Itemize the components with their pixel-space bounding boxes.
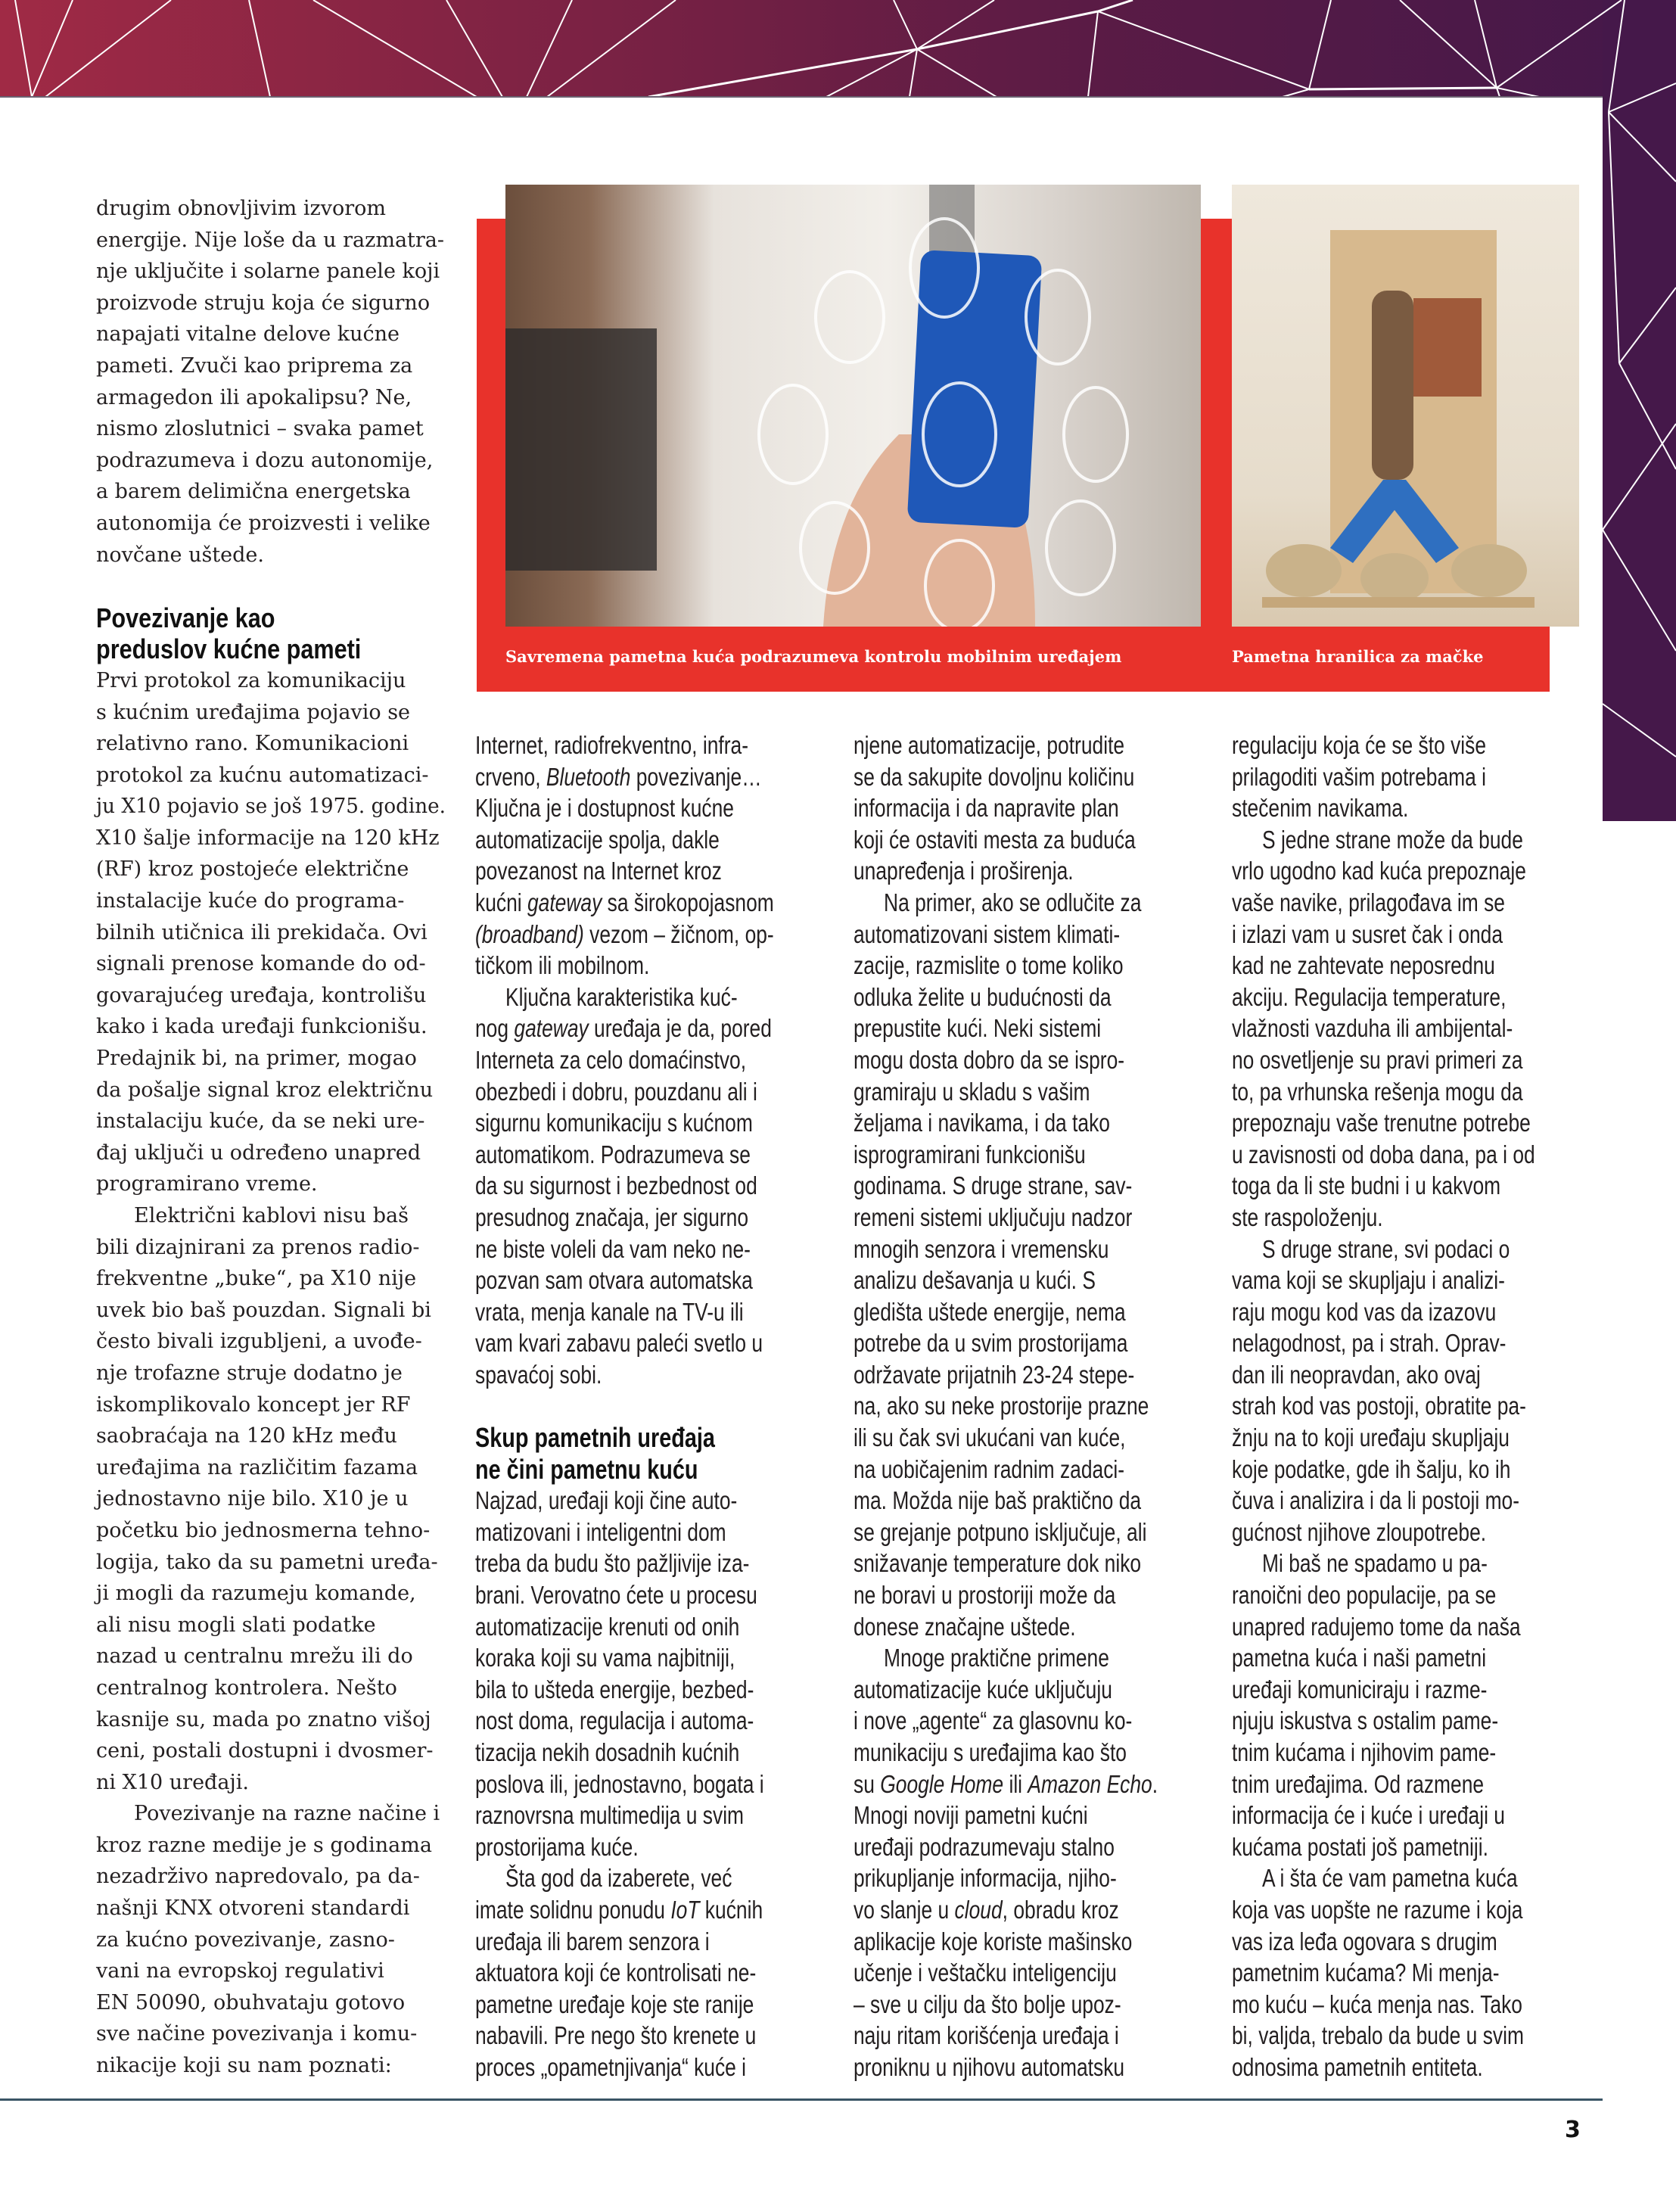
paragraph-line: često bivali izgubljeni, a uvođe- — [96, 1330, 422, 1354]
page-number: 3 — [1565, 2117, 1581, 2143]
paragraph-line: vama koji se skupljaju i analizi- — [1232, 1266, 1505, 1295]
paragraph-line: imate solidnu ponudu IoT kućnih — [475, 1895, 763, 1924]
paragraph-line: raju mogu kod vas da izazovu — [1232, 1297, 1497, 1326]
paragraph-line: kad ne zahtevate neposrednu — [1232, 951, 1495, 980]
paragraph-line: donese značajne uštede. — [854, 1612, 1076, 1641]
paragraph-line: centralnog kontrolera. Nešto — [96, 1675, 397, 1700]
paragraph-line: ili su čak svi ukućani van kuće, — [854, 1423, 1126, 1452]
paragraph-line: koji će ostaviti mesta za buduća — [854, 825, 1136, 854]
paragraph-line: gledišta uštede energije, nema — [854, 1297, 1126, 1326]
paragraph-line: nost doma, regulacija i automa- — [475, 1706, 754, 1735]
paragraph-line: aktuatora koji će kontrolisati ne- — [475, 1958, 757, 1987]
paragraph-line: odnosima pametnih entiteta. — [1232, 2052, 1483, 2081]
paragraph-line: gućnost njihove zloupotrebe. — [1232, 1517, 1487, 1546]
paragraph-line: mnogih senzora i vremensku — [854, 1234, 1109, 1263]
paragraph-line: automatikom. Podrazumeva se — [475, 1140, 751, 1168]
paragraph-line: proces „opametnjivanja“ kuće i — [475, 2052, 747, 2081]
paragraph-line: Šta god da izaberete, već — [505, 1864, 732, 1893]
photo2-caption: Pametna hranilica za mačke — [1232, 647, 1484, 666]
paragraph-line: nikacije koji su nam poznati: — [96, 2054, 392, 2078]
paragraph-line: se da sakupite dovoljnu količinu — [854, 762, 1135, 791]
paragraph-line: programirano vreme. — [96, 1172, 318, 1196]
italic-term: gateway — [514, 1014, 589, 1043]
paragraph-line: presudnog značaja, jer sigurno — [475, 1202, 749, 1231]
paragraph-line: autonomija će proizvesti i velike — [96, 511, 431, 535]
paragraph-line: protokol za kućnu automatizaci- — [96, 763, 429, 787]
paragraph-line: godinama. S druge strane, sav- — [854, 1171, 1133, 1200]
paragraph-line: frekventne „buke“, pa X10 nije — [96, 1267, 417, 1291]
paragraph-line: to, pa vrhunska rešenja mogu da — [1232, 1077, 1523, 1106]
paragraph-line: sigurnu komunikaciju s kućnom — [475, 1109, 753, 1137]
italic-term: Bluetooth — [546, 762, 631, 791]
paragraph-line: u zavisnosti od doba dana, pa i od — [1232, 1140, 1535, 1168]
paragraph-line: čuva i analizira i da li postoji mo- — [1232, 1486, 1520, 1515]
paragraph-line: pozvan sam otvara automatska — [475, 1266, 753, 1295]
paragraph-line: željama i navikama, i da tako — [854, 1109, 1110, 1137]
paragraph-line: pametnim kućama? Mi menja- — [1232, 1958, 1500, 1987]
paragraph-line: automatizacije krenuti od onih — [475, 1612, 740, 1641]
paragraph-line: tičkom ili mobilnom. — [475, 951, 650, 980]
paragraph-line: vaše navike, prilagođava im se — [1232, 888, 1505, 916]
paragraph-line: no osvetljenje su pravi primeri za — [1232, 1045, 1523, 1074]
paragraph-line: Ključna karakteristika kuć- — [505, 982, 738, 1011]
paragraph-line: nje uključite i solarne panele koji — [96, 260, 440, 284]
paragraph-line: vam kvari zabavu paleći svetlo u — [475, 1329, 763, 1358]
paragraph-line: da pošalje signal kroz električnu — [96, 1078, 434, 1102]
paragraph-line: Predajnik bi, na primer, mogao — [96, 1047, 417, 1071]
paragraph-line: toga da li ste budni i u kakvom — [1232, 1171, 1501, 1200]
paragraph-line: nabavili. Pre nego što krenete u — [475, 2021, 757, 2050]
paragraph-line: ni X10 uređaji. — [96, 1770, 250, 1794]
paragraph-line: instalaciju kuće, da se neki ure- — [96, 1109, 425, 1134]
paragraph-line: bila to ušteda energije, bezbed- — [475, 1675, 754, 1703]
paragraph-line: relativno rano. Komunikacioni — [96, 732, 409, 756]
blank-line — [96, 571, 452, 602]
paragraph-line: automatizovani sistem klimati- — [854, 919, 1121, 948]
paragraph-line: instalacije kuće do programa- — [96, 889, 405, 913]
paragraph-line: obezbedi i dobru, pouzdanu ali i — [475, 1077, 757, 1106]
article-column-3 — [854, 730, 1209, 2083]
paragraph-line: nezadrživo napredovalo, pa da- — [96, 1865, 420, 1889]
paragraph-line: – sve u cilju da što bolje upoz- — [854, 1990, 1121, 2018]
paragraph-line: aplikacije koje koriste mašinsko — [854, 1927, 1133, 1955]
paragraph-line: Najzad, uređaji koji čine auto- — [475, 1486, 738, 1515]
blank-line — [475, 1390, 831, 1422]
paragraph-line: uvek bio baš pouzdan. Signali bi — [96, 1298, 431, 1322]
smart-home-phone-photo — [505, 185, 1201, 627]
paragraph-line: za kućno povezivanje, zasno- — [96, 1927, 395, 1952]
paragraph-line: snižavanje temperature dok niko — [854, 1549, 1142, 1578]
paragraph-line: uređajima na različitim fazama — [96, 1455, 418, 1479]
section-heading-line: Skup pametnih uređaja — [475, 1422, 715, 1454]
paragraph-line: mogu dosta dobro da se ispro- — [854, 1045, 1125, 1074]
paragraph-line: proizvode struju koja će sigurno — [96, 291, 431, 315]
paragraph-line: Prvi protokol za komunikaciju — [96, 668, 406, 692]
paragraph-line: munikaciju s uređajima kao što — [854, 1738, 1127, 1766]
cat-feeder-photo — [1232, 185, 1579, 627]
paragraph-line: ne biste voleli da vam neko ne- — [475, 1234, 751, 1263]
paragraph-line: pametne uređaje koje ste ranije — [475, 1990, 754, 2018]
paragraph-line: ceni, postali dostupni i dvosmer- — [96, 1739, 434, 1763]
paragraph-line: njene automatizacije, potrudite — [854, 731, 1125, 759]
article-column-4 — [1232, 730, 1587, 2083]
paragraph-line: (broadband) vezom – žičnom, op- — [475, 919, 774, 948]
paragraph-line: bi, valjda, trebalo da bude u svim — [1232, 2021, 1524, 2050]
paragraph-line: iskomplikovalo koncept jer RF — [96, 1392, 411, 1417]
italic-term: IoT — [670, 1895, 700, 1924]
paragraph-line: odluka želite u budućnosti da — [854, 982, 1112, 1011]
paragraph-line: uređaja ili barem senzora i — [475, 1927, 710, 1955]
paragraph-line: ranoični deo populacije, pa se — [1232, 1581, 1497, 1610]
paragraph-line: nismo zloslutnici – svaka pamet — [96, 417, 424, 441]
paragraph-line: tnim kućama i njihovim pame- — [1232, 1738, 1497, 1766]
paragraph-line: njuju iskustva s ostalim pame- — [1232, 1706, 1499, 1735]
paragraph-line: se grejanje potpuno isključuje, ali — [854, 1517, 1147, 1546]
paragraph-line: logija, tako da su pametni uređa- — [96, 1550, 438, 1574]
paragraph-line: informacija i da napravite plan — [854, 794, 1119, 823]
paragraph-line: isprogramirani funkcionišu — [854, 1140, 1086, 1168]
paragraph-line: bili dizajnirani za prenos radio- — [96, 1235, 420, 1259]
paragraph-line: ju X10 pojavio se još 1975. godine. — [96, 795, 446, 819]
paragraph-line: automatizacije kuće uključuju — [854, 1675, 1112, 1703]
paragraph-line: EN 50090, obuhvataju gotovo — [96, 1990, 406, 2014]
paragraph-line: koja vas uopšte ne razume i koja — [1232, 1895, 1523, 1924]
paragraph-line: podrazumeva i dozu autonomije, — [96, 448, 434, 472]
paragraph-line: ne boravi u prostoriji može da — [854, 1581, 1116, 1610]
paragraph-line: tnim uređajima. Od razmene — [1232, 1769, 1485, 1798]
paragraph-line: prostorijama kuće. — [475, 1832, 639, 1861]
section-heading-line: Povezivanje kao — [96, 602, 275, 633]
paragraph-line: brani. Verovatno ćete u procesu — [475, 1581, 757, 1610]
paragraph-line: Na primer, ako se odlučite za — [884, 888, 1142, 916]
paragraph-line: spavaćoj sobi. — [475, 1360, 602, 1389]
article-column-2 — [475, 730, 831, 2083]
paragraph-line: stečenim navikama. — [1232, 794, 1409, 823]
paragraph-line: Ključna je i dostupnost kućne — [475, 794, 734, 823]
paragraph-line: nazad u centralnu mrežu ili do — [96, 1644, 413, 1669]
paragraph-line: naju ritam korišćenja uređaja i — [854, 2021, 1119, 2050]
paragraph-line: s kućnim uređajima pojavio se — [96, 700, 411, 724]
paragraph-line: strah kod vas postoji, obratite pa- — [1232, 1392, 1526, 1420]
paragraph-line: napajati vitalne delove kućne — [96, 322, 400, 347]
paragraph-line: regulaciju koja će se što više — [1232, 731, 1487, 759]
paragraph-line: i nove „agente“ za glasovnu ko- — [854, 1706, 1133, 1735]
paragraph-line: Mnogi noviji pametni kućni — [854, 1801, 1088, 1830]
paragraph-line: Internet, radiofrekventno, infra- — [475, 731, 748, 759]
section-heading-line: ne čini pametnu kuću — [475, 1453, 698, 1485]
paragraph-line: matizovani i inteligentni dom — [475, 1517, 726, 1546]
paragraph-line: kućni gateway sa širokopojasnom — [475, 888, 774, 916]
paragraph-line: prepustite kući. Neki sistemi — [854, 1014, 1102, 1043]
photo1-caption: Savremena pametna kuća podrazumeva kontrolu mobilnim uređajem — [505, 647, 1122, 666]
paragraph-line: a barem delimična energetska — [96, 480, 411, 504]
paragraph-line: koraka koji su vama najbitniji, — [475, 1644, 735, 1672]
paragraph-line: remeni sistemi uključuju nadzor — [854, 1202, 1133, 1231]
paragraph-line: nje trofazne struje dodatno je — [96, 1361, 403, 1385]
italic-term: (broadband) — [475, 919, 584, 948]
paragraph-line: uređaji podrazumevaju stalno — [854, 1832, 1115, 1861]
paragraph-line: potrebe da u svim prostorijama — [854, 1329, 1128, 1358]
paragraph-line: govarajućeg uređaja, kontrolišu — [96, 983, 427, 1007]
paragraph-line: pametna kuća i naši pametni — [1232, 1644, 1487, 1672]
paragraph-line: signali prenose komande do od- — [96, 952, 426, 976]
paragraph-line: armagedon ili apokalipsu? Ne, — [96, 385, 412, 409]
paragraph-line: ali nisu mogli slati podatke — [96, 1613, 376, 1637]
italic-term: Amazon Echo — [1028, 1769, 1152, 1798]
paragraph-line: jednostavno nije bilo. X10 je u — [96, 1487, 409, 1511]
paragraph-line: S druge strane, svi podaci o — [1262, 1234, 1510, 1263]
paragraph-line: Povezivanje na razne načine i — [134, 1802, 440, 1826]
paragraph-line: treba da budu što pažljivije iza- — [475, 1549, 750, 1578]
paragraph-line: kroz razne medije je s godinama — [96, 1833, 432, 1857]
paragraph-line: saobraćaja na 120 kHz među — [96, 1424, 397, 1448]
paragraph-line: i izlazi vam u susret čak i onda — [1232, 919, 1503, 948]
paragraph-line: ma. Možda nije baš praktično da — [854, 1486, 1142, 1515]
paragraph-line: da su sigurnost i bezbednost od — [475, 1171, 757, 1200]
paragraph-line: tizacija nekih dosadnih kućnih — [475, 1738, 740, 1766]
page-top-edge — [0, 96, 1603, 98]
paragraph-line: na uobičajenim radnim zadaci- — [854, 1454, 1125, 1483]
paragraph-line: su Google Home ili Amazon Echo. — [854, 1769, 1158, 1798]
paragraph-line: akciju. Regulacija temperature, — [1232, 982, 1507, 1011]
italic-term: gateway — [527, 888, 602, 916]
paragraph-line: na, ako su neke prostorije prazne — [854, 1392, 1149, 1420]
paragraph-line: koje podatke, gde ih šalju, ko ih — [1232, 1454, 1511, 1483]
paragraph-line: pameti. Zvuči kao priprema za — [96, 353, 413, 378]
paragraph-line: poslova ili, jednostavno, bogata i — [475, 1769, 764, 1798]
section-heading-line: preduslov kućne pameti — [96, 633, 362, 665]
paragraph-line: našnji KNX otvoreni standardi — [96, 1896, 410, 1921]
paragraph-line: unapređenja i proširenja. — [854, 857, 1074, 885]
paragraph-line: nog gateway uređaja je da, pored — [475, 1014, 772, 1043]
paragraph-line: vrata, menja kanale na TV-u ili — [475, 1297, 744, 1326]
italic-term: cloud — [954, 1895, 1003, 1924]
paragraph-line: crveno, Bluetooth povezivanje… — [475, 762, 762, 791]
paragraph-line: ji mogli da razumeju komande, — [96, 1582, 416, 1606]
paragraph-line: đaj uključi u određeno unapred — [96, 1140, 421, 1165]
paragraph-line: ste raspoloženju. — [1232, 1202, 1383, 1231]
paragraph-line: kasnije su, mada po znatno višoj — [96, 1707, 431, 1731]
paragraph-line: gramiraju u skladu s vašim — [854, 1077, 1090, 1106]
paragraph-line: raznovrsna multimedija u svim — [475, 1801, 745, 1830]
paragraph-line: automatizacije spolja, dakle — [475, 825, 720, 854]
paragraph-line: sve načine povezivanja i komu- — [96, 2022, 418, 2046]
paragraph-line: Interneta za celo domaćinstvo, — [475, 1045, 747, 1074]
paragraph-line: prepoznaju vaše trenutne potrebe — [1232, 1109, 1531, 1137]
paragraph-line: Mnoge praktične primene — [884, 1644, 1109, 1672]
paragraph-line: učenje i veštačku inteligenciju — [854, 1958, 1117, 1987]
paragraph-line: vlažnosti vazduha ili ambijental- — [1232, 1014, 1513, 1043]
paragraph-line: zacije, razmislite o tome koliko — [854, 951, 1124, 980]
paragraph-line: novčane uštede. — [96, 543, 264, 567]
article-column-1 — [96, 193, 452, 2082]
paragraph-line: (RF) kroz postojeće električne — [96, 857, 409, 882]
paragraph-line: žnju na to koji uređaju skupljaju — [1232, 1423, 1510, 1452]
paragraph-line: prilagoditi vašim potrebama i — [1232, 762, 1487, 791]
paragraph-line: kako i kada uređaji funkcionišu. — [96, 1015, 428, 1039]
paragraph-line: mo kuću – kuća menja nas. Tako — [1232, 1990, 1522, 2018]
paragraph-line: nelagodnost, pa i strah. Oprav- — [1232, 1329, 1507, 1358]
paragraph-line: informacija će i kuće i uređaji u — [1232, 1801, 1505, 1830]
paragraph-line: početku bio jednosmerna tehno- — [96, 1518, 431, 1542]
paragraph-line: prikupljanje informacija, njiho- — [854, 1864, 1117, 1893]
paragraph-line: kućama postati još pametniji. — [1232, 1832, 1488, 1861]
paragraph-line: energije. Nije loše da u razmatra- — [96, 228, 445, 252]
paragraph-line: S jedne strane može da bude — [1262, 825, 1523, 854]
paragraph-line: vas iza leđa ogovara s drugim — [1232, 1927, 1497, 1955]
paragraph-line: A i šta će vam pametna kuća — [1262, 1864, 1518, 1893]
paragraph-line: dan ili neopravdan, ako ovaj — [1232, 1360, 1481, 1389]
paragraph-line: proniknu u njihovu automatsku — [854, 2052, 1125, 2081]
paragraph-line: održavate prijatnih 23-24 stepe- — [854, 1360, 1135, 1389]
italic-term: Google Home — [880, 1769, 1004, 1798]
paragraph-line: Mi baš ne spadamo u pa- — [1262, 1549, 1488, 1578]
paragraph-line: bilnih utičnica ili prekidača. Ovi — [96, 920, 428, 944]
paragraph-line: uređaji komuniciraju i razme- — [1232, 1675, 1488, 1703]
paragraph-line: vo slanje u cloud, obradu kroz — [854, 1895, 1119, 1924]
paragraph-line: povezanost na Internet kroz — [475, 857, 722, 885]
paragraph-line: drugim obnovljivim izvorom — [96, 197, 386, 220]
paragraph-line: vani na evropskoj regulativi — [96, 1959, 384, 1983]
paragraph-line: X10 šalje informacije na 120 kHz — [96, 826, 440, 850]
footer-rule — [0, 2098, 1603, 2101]
paragraph-line: unapred radujemo tome da naša — [1232, 1612, 1521, 1641]
paragraph-line: Električni kablovi nisu baš — [134, 1204, 409, 1227]
paragraph-line: vrlo ugodno kad kuća prepoznaje — [1232, 857, 1526, 885]
paragraph-line: analizu dešavanja u kući. S — [854, 1266, 1096, 1295]
